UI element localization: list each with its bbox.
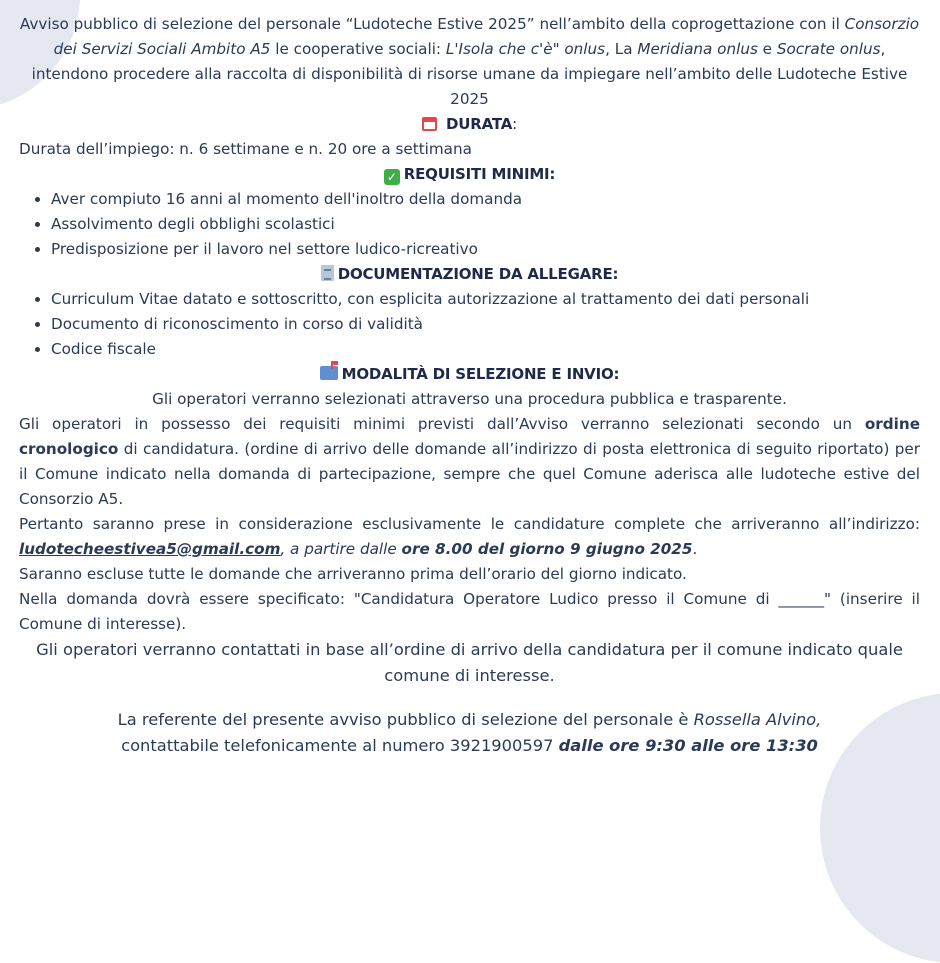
- list-item: • Aver compiuto 16 anni al momento dell'inoltro della domanda: [51, 187, 920, 212]
- durata-text: Durata dell’impiego: n. 6 settimane e n. 20 ore a settimana: [19, 140, 472, 158]
- modalita-p2: Gli operatori in possesso dei requisiti minimi previsti dall’Avviso verranno selezionati secondo un ordine cronologico di candidatura. (ordine di arrivo delle domande all’indirizzo di posta elettronica di seguito riportato) per il Comune indicato nella domanda di partecipazione, sempre che quel Comune aderisca alle ludoteche estive del Consorzio A5.: [19, 415, 920, 508]
- modalita-p4: Saranno escluse tutte le domande che arriveranno prima dell’orario del giorno indicato.: [19, 565, 687, 583]
- referente-name: Rossella Alvino,: [693, 710, 822, 729]
- document-icon: [321, 265, 334, 281]
- spacer: [19, 689, 920, 707]
- requisiti-heading: ✓ REQUISITI MINIMI:: [19, 162, 920, 187]
- meridiana-name: Meridiana onlus: [637, 40, 758, 58]
- modalita-p6: Gli operatori verranno contattati in base all’ordine di arrivo della candidatura per il comune indicato quale comune di interesse.: [36, 640, 903, 685]
- intro-paragraph: Avviso pubblico di selezione del personale “Ludoteche Estive 2025” nell’ambito della coprogettazione con il Consorzio dei Servizi Sociali Ambito A5 le cooperative sociali: L'Isola che c'è" onlus, La Meridiana onlus e Socrate onlus, intendono procedere alla raccolta di disponibilità di risorse umane da impiegare nell’ambito delle Ludoteche Estive 2025: [19, 15, 920, 108]
- list-item: • Predisposizione per il lavoro nel settore ludico-ricreativo: [51, 237, 920, 262]
- notice-document: [19, 12, 920, 759]
- consorzio-name: Consorzio dei Servizi Sociali Ambito A5: [53, 15, 920, 58]
- referente-paragraph: La referente del presente avviso pubblico di selezione del personale è Rossella Alvino, contattabile telefonicamente al numero 3921900597 dalle ore 9:30 alle ore 13:30: [117, 710, 822, 755]
- modalita-p1: Gli operatori verranno selezionati attraverso una procedura pubblica e trasparente.: [152, 390, 787, 408]
- referente-hours: dalle ore 9:30 alle ore 13:30: [558, 736, 818, 755]
- list-item: • Codice fiscale: [51, 337, 920, 362]
- list-item: • Assolvimento degli obblighi scolastici: [51, 212, 920, 237]
- list-item: • Documento di riconoscimento in corso di validità: [51, 312, 920, 337]
- isola-name: L'Isola che c'è" onlus: [445, 40, 606, 58]
- modalita-p3: Pertanto saranno prese in considerazione esclusivamente le candidature complete che arriveranno all’indirizzo: ludotecheestivea5@gmail.com, a partire dalle ore 8.00 del giorno 9 giugno 2025.: [19, 515, 920, 558]
- list-item: • Curriculum Vitae datato e sottoscritto, con esplicita autorizzazione al trattamento dei dati personali: [51, 287, 920, 312]
- documentazione-heading: DOCUMENTAZIONE DA ALLEGARE:: [19, 262, 920, 287]
- durata-heading: DURATA:: [19, 112, 920, 137]
- modalita-p5: Nella domanda dovrà essere specificato: "Candidatura Operatore Ludico presso il Comune di ______" (inserire il Comune di interesse).: [19, 590, 920, 633]
- calendar-icon: [422, 117, 437, 131]
- check-mark-icon: ✓: [384, 169, 400, 185]
- modalita-heading: MODALITÀ DI SELEZIONE E INVIO:: [19, 362, 920, 387]
- mailbox-icon: [320, 366, 338, 380]
- email-link[interactable]: ludotecheestivea5@gmail.com: [19, 540, 281, 558]
- documentazione-list: [19, 287, 920, 362]
- requisiti-list: [19, 187, 920, 262]
- socrate-name: Socrate onlus: [776, 40, 881, 58]
